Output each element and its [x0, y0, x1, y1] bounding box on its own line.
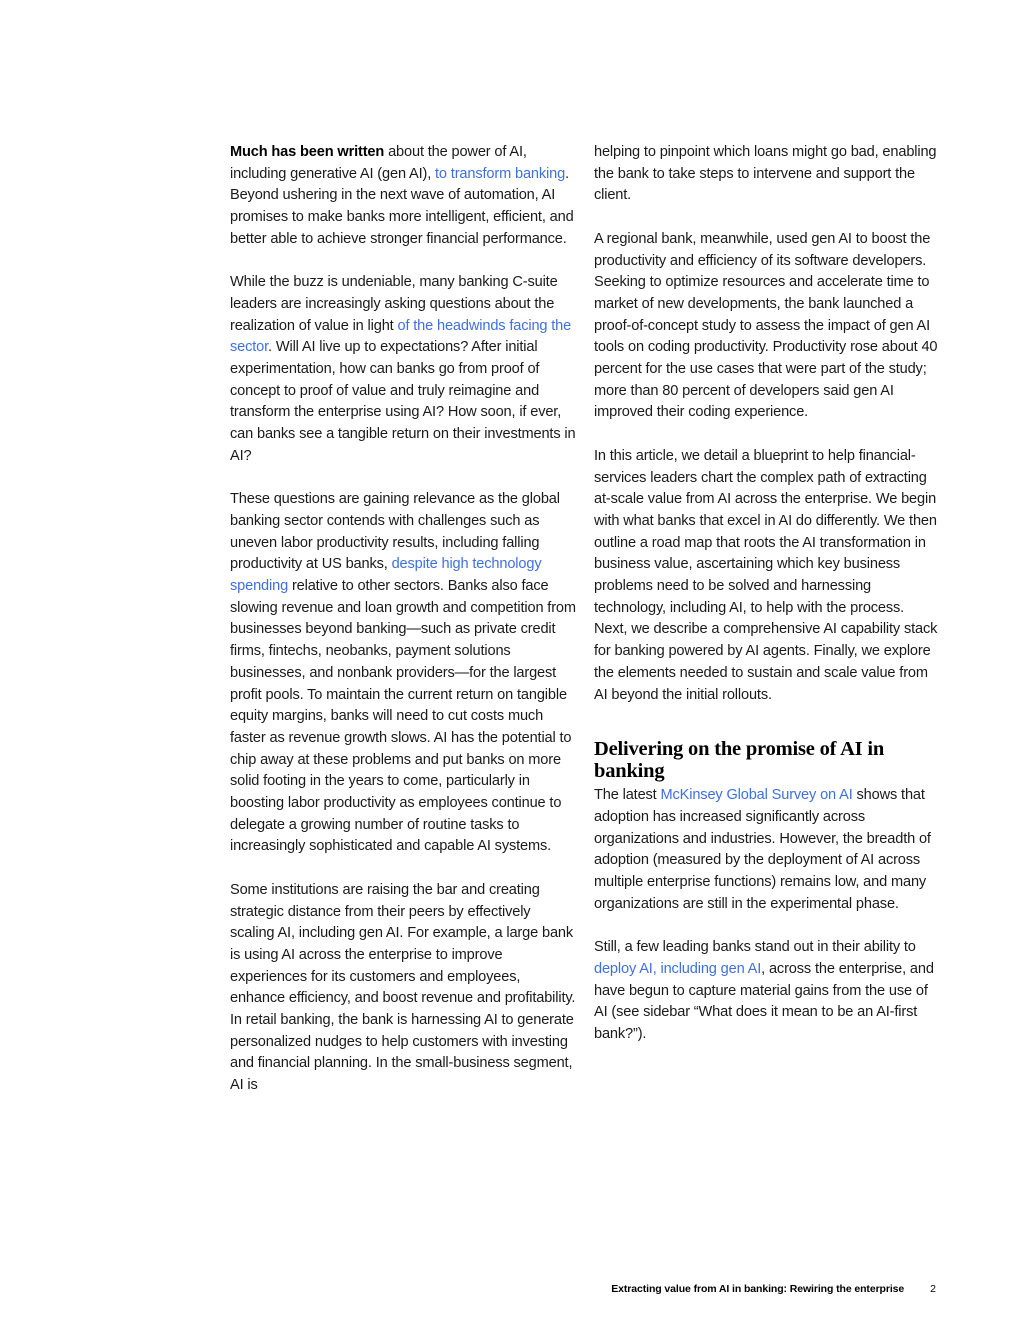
paragraph-buzz [230, 272, 576, 467]
page-footer [560, 1282, 936, 1296]
paragraph-text: These questions are gaining relevance as the global banking sector contends with challenges such as uneven labor productivity results, including falling productivity at US banks, [230, 491, 560, 573]
link-deploy-ai[interactable]: deploy AI, including gen AI [594, 960, 762, 977]
left-column [230, 142, 576, 1119]
paragraph-text: , across the enterprise, and have begun to capture material gains from the use of AI (see sidebar “What does it mean to be an AI-first bank?”). [594, 960, 934, 1042]
paragraph-questions [230, 489, 576, 858]
footer-title: Extracting value from AI in banking: Rewiring the enterprise [611, 1283, 905, 1295]
paragraph-text: about the power of AI, including generative AI (gen AI), [230, 144, 527, 182]
paragraph-loans [594, 142, 940, 207]
paragraph-survey [594, 785, 940, 915]
paragraph-text: Still, a few leading banks stand out in their ability to [594, 939, 916, 956]
paragraph-text: helping to pinpoint which loans might go bad, enabling the bank to take steps to intervene and support the client. [594, 144, 937, 204]
link-to-transform-banking[interactable]: to transform banking [435, 165, 566, 182]
paragraph-regional-bank [594, 229, 940, 424]
right-column [594, 142, 940, 1067]
paragraph-intro [230, 142, 576, 251]
paragraph-text: In this article, we detail a blueprint to help financial-services leaders chart the complex path of extracting at-scale value from AI across the enterprise. We begin with what banks that excel in AI do differently. We then outline a road map that roots the AI transformation in business value, ascertaining which key business problems need to be solved and harnessing technology, including AI, to help with the process. Next, we describe a comprehensive AI capability stack for banking powered by AI agents. Finally, we explore the elements needed to sustain and scale value from AI beyond the initial rollouts. [594, 447, 938, 703]
link-headwinds-facing-sector[interactable]: of the headwinds facing the sector [230, 317, 572, 356]
paragraph-text: relative to other sectors. Banks also face slowing revenue and loan growth and competition from businesses beyond banking—such as private credit firms, fintechs, neobanks, payment solutions businesses, and nonbank providers—for the largest profit pools. To maintain the current return on tangible equity margins, banks will need to cut costs much faster as revenue growth slows. AI has the potential to chip away at these problems and put banks on more solid footing in the years to come, particularly in boosting labor productivity as employees continue to delegate a growing number of routine tasks to increasingly sophisticated and capable AI systems. [230, 578, 576, 855]
paragraph-text: The latest [594, 787, 661, 804]
paragraph-text: While the buzz is undeniable, many banking C-suite leaders are increasingly asking questions about the realization of value in light [230, 274, 558, 334]
paragraph-blueprint [594, 446, 940, 706]
paragraph-text: shows that adoption has increased significantly across organizations and industries. However, the breadth of adoption (measured by the deployment of AI across multiple enterprise functions) remains low, and many organizations are still in the experimental phase. [594, 787, 931, 912]
link-high-technology-spending[interactable]: despite high technology spending [230, 556, 542, 595]
paragraph-leading-banks [594, 937, 940, 1046]
paragraph-text: Some institutions are raising the bar and creating strategic distance from their peers by effectively scaling AI, including gen AI. For example, a large bank is using AI across the enterprise to improve experiences for its customers and employees, enhance efficiency, and boost revenue and profitability. In retail banking, the bank is harnessing AI to generate personalized nudges to help customers with investing and financial planning. In the small-business segment, AI is [230, 881, 576, 1094]
lead-in-text: Much has been written [230, 144, 385, 160]
paragraph-institutions [230, 880, 576, 1097]
section-heading: Delivering on the promise of AI in banking [594, 738, 885, 783]
page-number: 2 [930, 1283, 936, 1295]
link-mckinsey-global-survey[interactable]: McKinsey Global Survey on AI [660, 787, 853, 804]
paragraph-text: A regional bank, meanwhile, used gen AI to boost the productivity and efficiency of its software developers. Seeking to optimize resources and accelerate time to market of new developments, the bank launched a proof-of-concept study to assess the impact of gen AI tools on coding productivity. Productivity rose about 40 percent for the use cases that were part of the study; more than 80 percent of developers said gen AI improved their coding experience. [594, 230, 938, 421]
paragraph-text: . Will AI live up to expectations? After initial experimentation, how can banks go from proof of concept to proof of value and truly reimagine and transform the enterprise using AI? How soon, if ever, can banks see a tangible return on their investments in AI? [230, 339, 576, 464]
paragraph-text: . Beyond ushering in the next wave of automation, AI promises to make banks more intelligent, efficient, and better able to achieve stronger financial performance. [230, 165, 574, 247]
